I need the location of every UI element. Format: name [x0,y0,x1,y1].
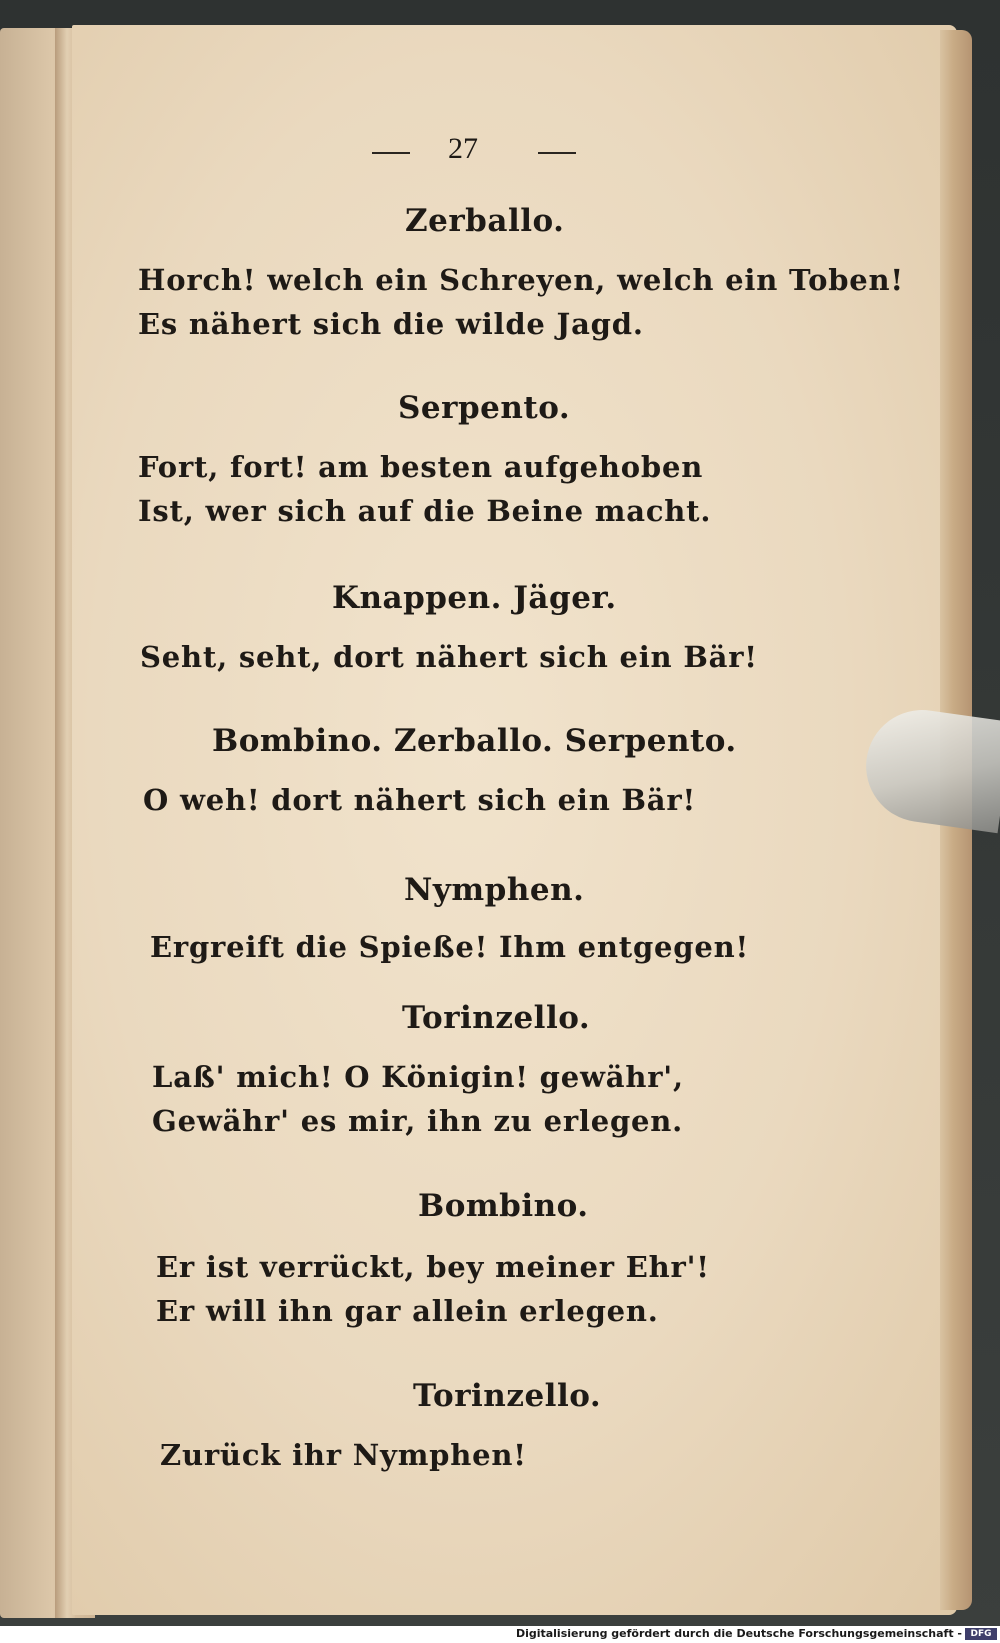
verse-line: Laß' mich! O Königin! gewähr', [152,1060,684,1094]
page-number: 27 [448,132,478,165]
verse-line: Er will ihn gar allein erlegen. [156,1294,659,1328]
speaker-heading: Nymphen. [404,872,585,908]
dfg-logo: DFG [965,1628,997,1640]
speaker-heading: Torinzello. [413,1378,602,1414]
verse-line: Horch! welch ein Schreyen, welch ein Toben! [138,263,904,297]
verse-line: O weh! dort nähert sich ein Bär! [143,783,696,817]
verse-line: Zurück ihr Nymphen! [160,1438,527,1472]
speaker-heading: Knappen. Jäger. [332,580,617,616]
footer-credit: Digitalisierung gefördert durch die Deutsche Forschungsgemeinschaft - [515,1627,962,1640]
digitization-footer [0,1626,1000,1643]
verse-line: Seht, seht, dort nähert sich ein Bär! [140,640,758,674]
verse-line: Ergreift die Spieße! Ihm entgegen! [150,930,750,964]
verse-line: Es nähert sich die wilde Jagd. [138,307,644,341]
verse-line: Ist, wer sich auf die Beine macht. [138,494,712,528]
page-number-dash-left [372,152,410,154]
page-number-dash-right [538,152,576,154]
speaker-heading: Torinzello. [402,1000,591,1036]
speaker-heading: Bombino. Zerballo. Serpento. [212,723,737,759]
verse-line: Gewähr' es mir, ihn zu erlegen. [152,1104,684,1138]
verse-line: Fort, fort! am besten aufgehoben [138,450,704,484]
speaker-heading: Zerballo. [405,203,565,239]
speaker-heading: Bombino. [418,1188,589,1224]
verse-line: Er ist verrückt, bey meiner Ehr'! [156,1250,710,1284]
speaker-heading: Serpento. [398,390,571,426]
